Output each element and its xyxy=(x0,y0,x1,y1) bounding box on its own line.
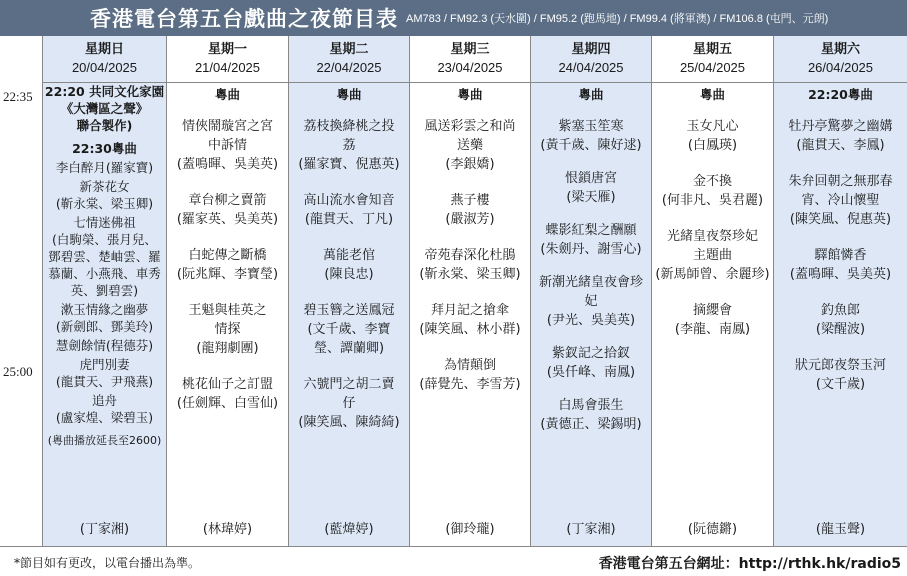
time-column xyxy=(0,36,43,546)
program-cast: (新劍郎、鄧美玲) xyxy=(55,319,154,334)
day-name: 星期一 xyxy=(207,42,247,57)
program-cast: (陳笑風、林小群) xyxy=(419,322,521,337)
program-cast: (羅家英、吳美英) xyxy=(176,212,279,227)
day-date: 26/04/2025 xyxy=(807,60,874,75)
program-item xyxy=(531,344,651,382)
program-cast: (李龍、南鳳) xyxy=(674,322,751,337)
producer: (林瑋婷) xyxy=(202,522,253,537)
program-cast: (何非凡、吳君麗) xyxy=(661,193,764,208)
program-cast: (朱劍丹、謝雪心) xyxy=(540,242,642,257)
program-title: 紫釵記之拾釵 xyxy=(551,346,630,361)
day-header xyxy=(167,36,288,83)
day-name: 星期六 xyxy=(820,42,860,57)
program-title: 玉女凡心 xyxy=(686,119,739,134)
program-item xyxy=(43,178,166,212)
program-title: 金不換 xyxy=(692,174,732,189)
program-item xyxy=(410,246,530,284)
producer: (藍煒婷) xyxy=(324,522,374,537)
program-item xyxy=(289,301,409,358)
program-item xyxy=(531,117,651,155)
program-cast: (龍貫天、丁凡) xyxy=(304,212,394,227)
producer: (丁家湘) xyxy=(79,522,130,537)
program-item xyxy=(43,159,166,176)
program-title: 風送彩雲之和尚送藥 xyxy=(424,119,516,153)
program-item xyxy=(410,191,530,229)
program-cast: (尹光、吳美英) xyxy=(546,313,636,328)
category-label: 22:20粵曲 xyxy=(808,87,873,102)
schedule-note: (粵曲播放延長至2600) xyxy=(47,434,162,447)
program-cast: (任劍輝、白雪仙) xyxy=(176,396,279,411)
category-label: 粵曲 xyxy=(699,87,725,102)
day-body xyxy=(167,83,288,545)
program-title: 拜月記之搶傘 xyxy=(430,303,509,318)
category-label: 粵曲 xyxy=(336,87,362,102)
program-cast: (龍貫天、尹飛燕) xyxy=(55,374,154,389)
program-cast: (靳永棠、梁玉卿) xyxy=(419,267,521,282)
program-item xyxy=(774,246,907,284)
day-name: 星期五 xyxy=(692,42,732,57)
program-cast: (蓋鳴暉、吳美英) xyxy=(789,267,892,282)
program-item xyxy=(289,191,409,229)
program-list xyxy=(410,86,530,411)
program-list xyxy=(43,83,166,449)
day-body xyxy=(774,83,907,545)
intro-line: 聯合製作) xyxy=(76,118,133,133)
program-cast: (陳笑風、陳綺綺) xyxy=(298,415,400,430)
program-title: 王魁與桂英之情探 xyxy=(188,303,267,337)
program-cast: (黃千歲、陳好逑) xyxy=(540,138,642,153)
day-date: 21/04/2025 xyxy=(194,60,261,75)
program-list xyxy=(652,86,773,356)
program-cast: (新馬師曾、余麗珍) xyxy=(655,267,770,282)
program-item xyxy=(652,301,773,339)
program-item xyxy=(167,301,288,358)
program-title: 為情顛倒 xyxy=(443,358,496,373)
program-cast: (陳良忠) xyxy=(324,267,374,282)
intro-line: 22:20 共同文化家園 xyxy=(44,84,165,99)
day-column-saturday xyxy=(774,36,907,546)
end-time: 25:00 xyxy=(3,364,33,379)
program-item xyxy=(289,246,409,284)
program-list xyxy=(289,86,409,449)
station-frequencies: AM783 / FM92.3 (天水圍) / FM95.2 (跑馬地) / FM99.4 (將軍澳) / FM106.8 (屯門、元朗) xyxy=(406,13,829,25)
program-item xyxy=(43,301,166,335)
day-name: 星期四 xyxy=(571,42,611,57)
day-name: 星期三 xyxy=(450,42,490,57)
program-item xyxy=(43,356,166,390)
producer: (御玲瓏) xyxy=(445,522,495,537)
producer: (阮德鏘) xyxy=(687,522,738,537)
program-item xyxy=(43,392,166,426)
program-cast: (李銀嬌) xyxy=(445,157,495,172)
program-title: 白蛇傳之斷橋 xyxy=(188,248,267,263)
program-list xyxy=(167,86,288,430)
program-item xyxy=(289,117,409,174)
program-title: 光緒皇夜祭珍妃主題曲 xyxy=(666,229,758,263)
program-item xyxy=(774,356,907,394)
program-item xyxy=(774,117,907,155)
program-title: 碧玉簪之送鳳冠 xyxy=(303,303,395,318)
program-cast: (吳仟峰、南鳳) xyxy=(546,365,636,380)
page-title: 香港電台第五台戲曲之夜節目表 xyxy=(90,7,398,31)
day-body xyxy=(289,83,409,545)
title-bar xyxy=(0,0,907,36)
day-column-tuesday xyxy=(289,36,410,546)
day-header xyxy=(652,36,773,83)
intro-line: 《大灣區之聲》 xyxy=(60,101,149,116)
program-title: 七情迷佛祖 xyxy=(73,215,136,230)
program-title: 燕子樓 xyxy=(450,193,490,208)
day-column-friday xyxy=(652,36,774,546)
program-title: 白馬會張生 xyxy=(558,398,624,413)
program-title: 驛館憐香 xyxy=(814,248,867,263)
program-item xyxy=(167,117,288,174)
category-label: 粵曲 xyxy=(457,87,483,102)
program-cast: (黃德正、梁錫明) xyxy=(540,417,642,432)
program-cast: (薛覺先、李雪芳) xyxy=(419,377,521,392)
day-name: 星期二 xyxy=(329,42,369,57)
program-cast: (梁醒波) xyxy=(815,322,866,337)
program-item xyxy=(531,396,651,434)
program-item xyxy=(652,172,773,210)
producer: (龍玉聲) xyxy=(815,522,866,537)
program-cast: (羅家寶、倪惠英) xyxy=(298,157,400,172)
program-cast: (文千歲) xyxy=(815,377,866,392)
day-header xyxy=(43,36,166,83)
program-cast: (阮兆輝、李寶瑩) xyxy=(176,267,279,282)
program-title: 帝苑春深化杜鵑 xyxy=(424,248,516,263)
program-title: 蝶影紅梨之酬願 xyxy=(545,223,637,238)
program-cast: (文千歲、李寶瑩、譚蘭卿) xyxy=(307,322,391,356)
program-cast: (龍翔劇團) xyxy=(196,341,259,356)
day-date: 20/04/2025 xyxy=(71,60,138,75)
day-body xyxy=(531,83,651,545)
program-item xyxy=(531,273,651,330)
program-title: 漱玉情緣之幽夢 xyxy=(60,302,149,317)
day-column-thursday xyxy=(531,36,652,546)
program-list xyxy=(531,86,651,451)
program-title: 李白醉月(羅家寶) xyxy=(55,160,154,175)
program-title: 朱弁回朝之無那春宵、冷山懷聖 xyxy=(788,174,893,208)
day-header xyxy=(531,36,651,83)
day-date: 22/04/2025 xyxy=(316,60,382,75)
program-title: 恨鎖唐宮 xyxy=(564,171,617,186)
program-item xyxy=(774,301,907,339)
program-title: 桃花仙子之訂盟 xyxy=(181,377,273,392)
program-item xyxy=(531,169,651,207)
program-cast: (靳永棠、梁玉卿) xyxy=(55,196,154,211)
program-item xyxy=(289,375,409,432)
category-label: 粵曲 xyxy=(578,87,604,102)
program-title: 新茶花女 xyxy=(79,179,130,194)
program-title: 紫塞玉笙寒 xyxy=(558,119,624,134)
program-item xyxy=(167,246,288,284)
program-item xyxy=(410,301,530,339)
day-body xyxy=(410,83,530,545)
start-time: 22:35 xyxy=(3,89,33,104)
website-url: 香港電台第五台網址：http://rthk.hk/radio5 xyxy=(598,556,901,572)
program-cast: (白駒榮、張月兒、鄧碧雲、楚岫雲、羅慕蘭、小燕飛、車秀英、劉碧雲) xyxy=(48,232,161,298)
program-item xyxy=(531,221,651,259)
program-cast: (嚴淑芳) xyxy=(445,212,495,227)
program-title: 章台柳之賣箭 xyxy=(188,193,267,208)
day-column-wednesday xyxy=(410,36,531,546)
program-item xyxy=(43,337,166,354)
program-title: 牡丹亭驚夢之幽媾 xyxy=(788,119,893,134)
day-header xyxy=(774,36,907,83)
day-header xyxy=(410,36,530,83)
day-column-monday xyxy=(167,36,289,546)
program-item xyxy=(774,172,907,229)
program-title: 釣魚郎 xyxy=(820,303,860,318)
day-column-sunday xyxy=(43,36,167,546)
program-item xyxy=(410,356,530,394)
program-title: 情俠鬧璇宮之宮中訴情 xyxy=(181,119,273,153)
category-label: 22:30粵曲 xyxy=(72,141,137,156)
program-cast: (陳笑風、倪惠英) xyxy=(789,212,892,227)
program-title: 六號門之胡二賣仔 xyxy=(303,377,395,411)
category-label: 粵曲 xyxy=(214,87,240,102)
program-item xyxy=(167,375,288,413)
footnote: *節目如有更改，以電台播出為準。 xyxy=(14,556,201,570)
program-title: 慧劍餘情(程德芬) xyxy=(55,338,154,353)
program-list xyxy=(774,86,907,411)
day-name: 星期日 xyxy=(84,42,124,57)
program-item xyxy=(167,191,288,229)
program-cast: (梁天雁) xyxy=(566,190,616,205)
day-body xyxy=(652,83,773,545)
day-body xyxy=(43,83,166,545)
program-cast: (龍貫天、李鳳) xyxy=(796,138,885,153)
program-title: 荔枝換絳桃之投荔 xyxy=(303,119,395,153)
day-date: 23/04/2025 xyxy=(437,60,503,75)
day-date: 25/04/2025 xyxy=(679,60,746,75)
footer xyxy=(0,546,907,576)
program-title: 高山流水會知音 xyxy=(303,193,395,208)
day-header xyxy=(289,36,409,83)
program-title: 新潮光緒皇夜會珍妃 xyxy=(538,275,643,309)
program-title: 萬能老倌 xyxy=(322,248,375,263)
program-item xyxy=(652,227,773,284)
program-cast: (蓋鳴暉、吳美英) xyxy=(176,157,279,172)
program-cast: (白鳳瑛) xyxy=(687,138,738,153)
producer: (丁家湘) xyxy=(566,522,616,537)
program-item xyxy=(410,117,530,174)
program-item xyxy=(43,214,166,299)
day-date: 24/04/2025 xyxy=(558,60,624,75)
program-title: 狀元郎夜祭玉河 xyxy=(794,358,886,373)
program-title: 追舟 xyxy=(91,393,117,408)
program-item xyxy=(652,117,773,155)
program-title: 摘纓會 xyxy=(692,303,732,318)
program-cast: (盧家煌、梁碧玉) xyxy=(55,410,154,425)
program-title: 虎門別妻 xyxy=(79,357,130,372)
